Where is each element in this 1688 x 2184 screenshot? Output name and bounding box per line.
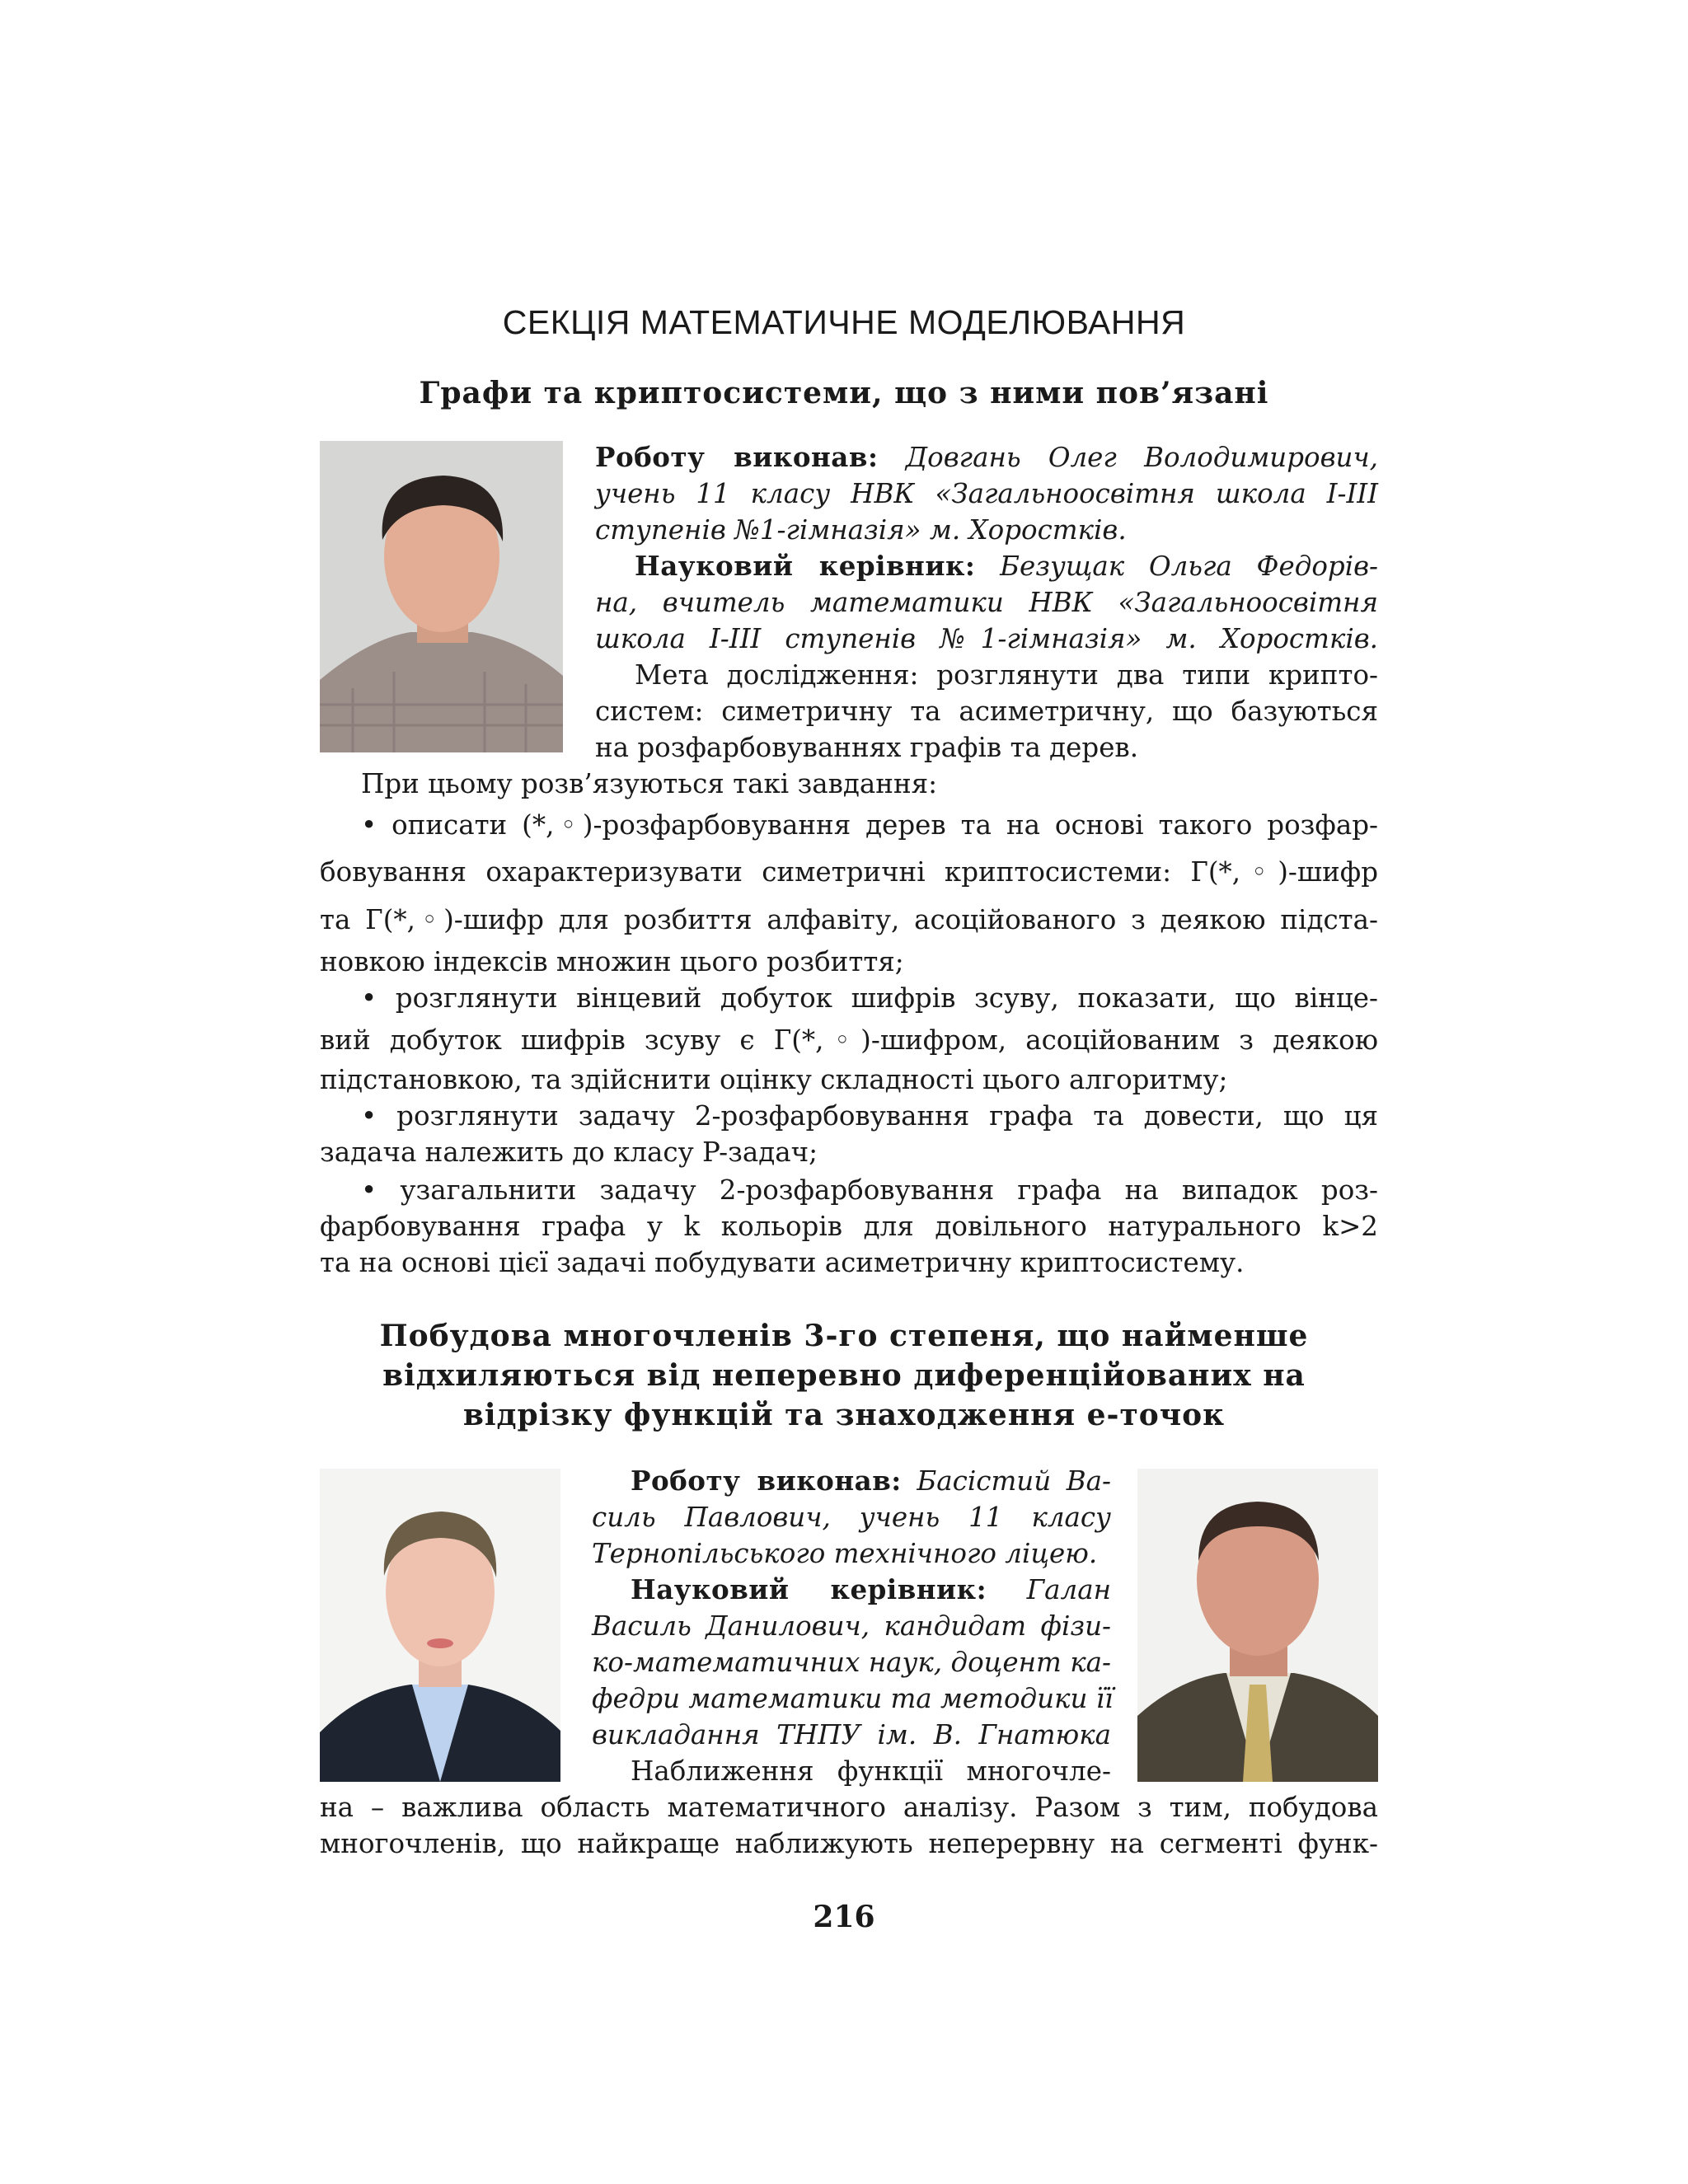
article-2-line-8: викладання ТНПУ ім. В. Гнатюка: [592, 1719, 1111, 1750]
article-1-line-7: Мета дослідження: розглянути два типи крипто-: [635, 659, 1378, 691]
article-2-line-2: силь Павлович, учень 11 класу: [592, 1502, 1111, 1533]
performer-name-2: Басістий Ва-: [901, 1465, 1111, 1497]
article-1-line-10: При цьому розв’язуються такі завдання:: [361, 768, 938, 799]
article-1-line-16: вий добуток шифрів зсуву є Г(*,◦)-шифром, асоційованим з деякою: [320, 1024, 1378, 1056]
author-photo-dovhan: [320, 441, 563, 752]
article-2-line-4: [631, 1572, 1111, 1608]
article-2-line-1: [631, 1463, 1111, 1499]
performer-label-2: Роботу виконав:: [631, 1465, 902, 1497]
article-1-line-15: • розглянути вінцевий добуток шифрів зсуву, показати, що вінце-: [361, 982, 1378, 1014]
section-title: СЕКЦІЯ МАТЕМАТИЧНЕ МОДЕЛЮВАННЯ: [502, 303, 1186, 341]
article-2-line-10: на – важлива область математичного аналізу. Разом з тим, побудова: [320, 1792, 1378, 1823]
article-1-line-19: задача належить до класу P-задач;: [320, 1137, 818, 1168]
article-1-line-18: • розглянути задачу 2-розфарбовування графа та довести, що ця: [361, 1100, 1378, 1132]
article-2-line-6: ко-математичних наук, доцент ка-: [592, 1647, 1111, 1678]
author-photo-basistyi: [320, 1469, 560, 1782]
supervisor-name: Безущак Ольга Федорів-: [975, 551, 1378, 582]
article-1-line-14: новкою індексів множин цього розбиття;: [320, 946, 904, 977]
article-1-line-17: підстановкою, та здійснити оцінку складності цього алгоритму;: [320, 1064, 1228, 1095]
page-number: 216: [813, 1900, 875, 1934]
article-1-title: Графи та криптосистеми, що з ними пов’язані: [419, 376, 1269, 410]
article-1-line-9: на розфарбовуваннях графів та дерев.: [595, 732, 1139, 763]
article-2-line-9: Наближення функції многочле-: [631, 1755, 1111, 1787]
article-2-title-line-3: відрізку функцій та знаходження e-точок: [462, 1398, 1226, 1432]
performer-label: Роботу виконав:: [595, 441, 879, 473]
article-1-line-4: [635, 548, 1378, 584]
article-2-line-7: федри математики та методики її: [592, 1683, 1114, 1714]
article-1-line-11: • описати (*,◦)-розфарбовування дерев та на основі такого розфар-: [361, 809, 1378, 841]
supervisor-label-2: Науковий керівник:: [631, 1573, 987, 1605]
article-2-title-line-1: Побудова многочленів 3-го степеня, що найменше: [379, 1319, 1309, 1353]
article-1-line-3: ступенів №1-гімназія» м. Хоростків.: [595, 514, 1127, 546]
article-1-line-2: учень 11 класу НВК «Загальноосвітня школа І-ІІІ: [595, 478, 1378, 509]
article-1-line-12: бовування охарактеризувати симетричні криптосистеми: Г(*,◦)-шифр: [320, 856, 1378, 888]
article-1-line-13: та Г(*,◦)-шифр для розбиття алфавіту, асоційованого з деякою підста-: [320, 904, 1378, 935]
article-1-line-1: [595, 439, 1378, 476]
article-2-title-line-2: відхиляються від неперевно диференційованих на: [382, 1358, 1306, 1393]
article-2-line-5: Василь Данилович, кандидат фізи-: [592, 1610, 1111, 1642]
performer-name: Довгань Олег Володимирович,: [878, 442, 1378, 473]
supervisor-photo-halan: [1137, 1469, 1378, 1782]
article-1-line-5: на, вчитель математики НВК «Загальноосвітня: [595, 587, 1378, 618]
article-1-line-6: школа І-ІІІ ступенів №1-гімназія» м. Хоростків.: [595, 623, 1378, 654]
supervisor-name-2: Галан: [987, 1574, 1111, 1605]
article-1-line-20: • узагальнити задачу 2-розфарбовування графа на випадок роз-: [361, 1174, 1378, 1206]
article-2-line-11: многочленів, що найкраще наближують неперервну на сегменті функ-: [320, 1828, 1378, 1859]
article-1-line-21: фарбовування графа у k кольорів для довільного натурального k>2: [320, 1211, 1378, 1242]
article-2-line-3: Тернопільського технічного ліцею.: [592, 1538, 1098, 1569]
article-1-line-8: систем: симетричну та асиметричну, що базуються: [595, 696, 1378, 727]
article-1-line-22: та на основі цієї задачі побудувати асиметричну криптосистему.: [320, 1247, 1245, 1278]
supervisor-label: Науковий керівник:: [635, 550, 976, 582]
